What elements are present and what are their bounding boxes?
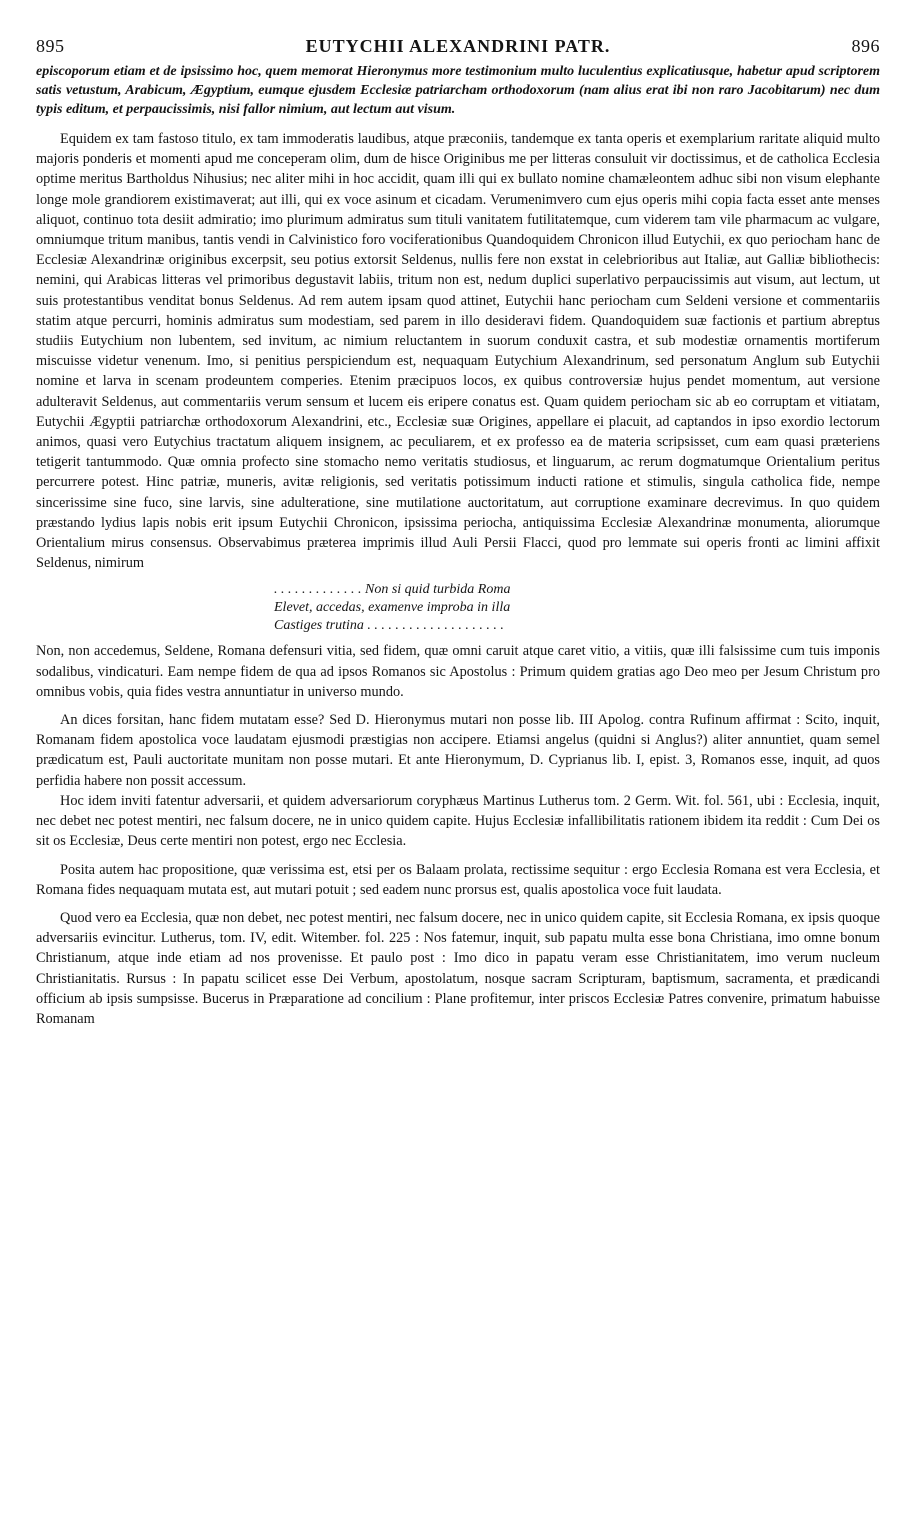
verse-line: Castiges trutina . . . . . . . . . . . . . . . . . . . . — [274, 618, 504, 634]
paragraph: Hoc idem inviti fatentur adversarii, et quidem adversariorum coryphæus Martinus Lutherus tom. 2 Germ. Wit. fol. 561, ubi : Ecclesia, inquit, nec debet nec potest mentiri, nec falsum docere, ne in unico quidem capite. Hujus Ecclesiæ infallibilitatis rationem ibidem ita reddit : Cum Dei os sit os Ecclesiæ, Deus certe mentiri non potest, ergo nec Ecclesia. — [36, 792, 880, 850]
page-number-left: 895 — [36, 36, 65, 56]
paragraph: Equidem ex tam fastoso titulo, ex tam immoderatis laudibus, atque præconiis, tandemque ex tanta operis et exemplarium raritate aliquid multo majoris ponderis et momenti apud me conceperam olim, dum de hisce Originibus me per litteras consuluit vir doctissimus, et de catholica Ecclesia optime meritus Bartholdus Nihusius; nec aliter mihi in hoc accidit, quam illi qui ex bullato nomine chamæleontem adhuc sibi non visum elephante longe mole grandiorem existimaverat; aut illi, qui ex voce asinum et cicadam. Verumenimvero cum ejus operis mihi copia facta esset ante menses aliquot, continuo tota desiit admiratio; imo plurimum admiratus sum tituli vanitatem futilitatemque, cum viderem tam vile pharmacum ac vulgare, omniumque tritum manibus, tantis vendi in Calvinistico foro vociferationibus Quandoquidem Chronicon illud Eutychii, ex quo periocham hanc de Ecclesiæ Alexandrinæ originibus excerpsit, seu potius extorsit Seldenus, nullis fere non exstat in celebrioribus aut Italiæ, aut Galliæ bibliothecis: nemini, qui Arabicas litteras vel primoribus degustavit labiis, tritum non est, nedum duplici superlativo perpaucissimis aut visum, aut lectum, ut suis protestantibus venditat bonus Seldenus. Ad rem autem ipsam quod attinet, Eutychii hanc periocham cum Seldeni versione et commentariis statim atque percurri, hominis admiratus sum modestiam, sed parem in illo desideravi fidem. Quandoquidem suæ factionis et partium abreptus studiis Eutychium non lubentem, sed invitum, ac nimium reluctantem in suorum conduxit castra, et sub modestiæ ornamentis mortiferum miscuisse videtur venenum. Imo, si penitius perspiciendum est, nequaquam Eutychium Alexandrinum, sed personatum Anglum sub Eutychii nomine et larva in scenam prodeuntem comperies. Etenim præcipuos locos, ex quibus controversiæ hujus pendet momentum, aut versione adulteravit Seldenus, aut commentariis verum sensum et lucem eis eripere conatus est. Quam quidem periocham sic ab eo corruptam et vitiatam, Eutychii Ægyptii patriarchæ orthodoxorum Alexandrini, etc., Ecclesiæ suæ Origines, appellare ei placuit, ad captandos in ipso exordio lectorum animos, quasi vero Eutychius tractatum aliquem insignem, ac peculiarem, et ex professo ea de materia scripsisset, cum eam quasi præteriens tetigerit tantummodo. Quæ omnia profecto sine stomacho nemo veritatis studiosus, et linguarum, ac rerum dogmatumque Orientalium peritus percurrere potest. Hinc patriæ, muneris, avitæ religionis, sed veritatis potissimum inducti ratione et stimulis, singula catholica fide, nempe sincerissime sine fuco, sine larvis, sine adulteratione, sine mutilatione auctoritatum, aut corruptione examinare decrevimus. In quo quidem præstando lydius lapis nobis erit ipsum Eutychii Chronicon, ipsissima periocha, antiquissima Ecclesiæ Alexandrinæ monumenta, aliorumque Orientalium mirus consensus. Observabimus præterea imprimis illud Auli Persii Flacci, quod pro lemmate sui operis fronti ac limini affixit Seldenus, nimirum — [36, 131, 880, 572]
opening-paragraph: episcoporum etiam et de ipsissimo hoc, quem memorat Hieronymus more testimonium multo luculentius explicatiusque, habetur apud scriptorem satis vetustum, Arabicum, Ægyptium, eumque ejusdem Ecclesiæ patriarcham orthodoxorum (nam alius erat ibi non raro Jacobitarum) nec dum typis editum, et perpaucissimis, nisi fallor nimium, aut lectum aut visum. — [36, 64, 880, 117]
verse-quotation — [274, 581, 880, 635]
page-number-right: 896 — [851, 36, 880, 56]
paragraph: An dices forsitan, hanc fidem mutatam esse? Sed D. Hieronymus mutari non posse lib. III Apolog. contra Rufinum affirmat : Scito, inquit, Romanam fidem apostolica voce laudatam ejusmodi præstigias non accipere. Etiamsi angelus (quidni si Anglus?) aliter annuntiet, quam semel prædicatum est, Pauli auctoritate munitam non posse mutari. Et ante Hieronymum, D. Cyprianus lib. I, epist. 3, Romanos esse, inquit, ad quos perfidia habere non possit accessum. — [36, 712, 880, 789]
paragraph: Posita autem hac propositione, quæ verissima est, etsi per os Balaam prolata, rectissime sequitur : ergo Ecclesia Romana est vera Ecclesia, et Romana fides nequaquam mutata est, aut mutari potuit ; sed eadem nunc prorsus est, qualis apostolica voce fuit laudata. — [36, 861, 880, 898]
running-title: EUTYCHII ALEXANDRINI PATR. — [305, 36, 611, 56]
verse-line: Elevet, accedas, examenve improba in illa — [274, 600, 511, 616]
text-body — [36, 62, 880, 1037]
paragraph: Non, non accedemus, Seldene, Romana defensuri vitia, sed fidem, quæ omni caruit atque caret vitio, a vitiis, quæ illi falsissime cum tuis imponis sodalibus, vindicaturi. Eam nempe fidem de qua ad ipsos Romanos sic Apostolus : Primum quidem gratias ago Deo meo per Jesum Christum pro omnibus vobis, quia fides vestra annuntiatur in universo mundo. — [36, 643, 880, 700]
paragraph: Quod vero ea Ecclesia, quæ non debet, nec potest mentiri, nec falsum docere, nec in unico quidem capite, sit Ecclesia Romana, ex ipsis quoque adversariis evincitur. Lutherus, tom. IV, edit. Witember. fol. 225 : Nos fatemur, inquit, sub papatu multa esse bona Christiana, imo omne bonum Christianum, atque inde etiam ad nos provenisse. Et paulo post : Imo dico in papatu veram esse Christianitatem, imo verum nucleum Christianitatis. Rursus : In papatu scilicet esse Dei Verbum, apostolatum, nosque sacram Scripturam, baptismum, sacramenta, et prædicandi officium ab ipsis sumpsisse. Bucerus in Præparatione ad concilium : Plane profitemur, inter priscos Ecclesiæ Patres convenire, primatum habuisse Romanam — [36, 909, 880, 1027]
running-header — [36, 36, 880, 58]
verse-line: . . . . . . . . . . . . . Non si quid turbida Roma — [274, 582, 511, 598]
